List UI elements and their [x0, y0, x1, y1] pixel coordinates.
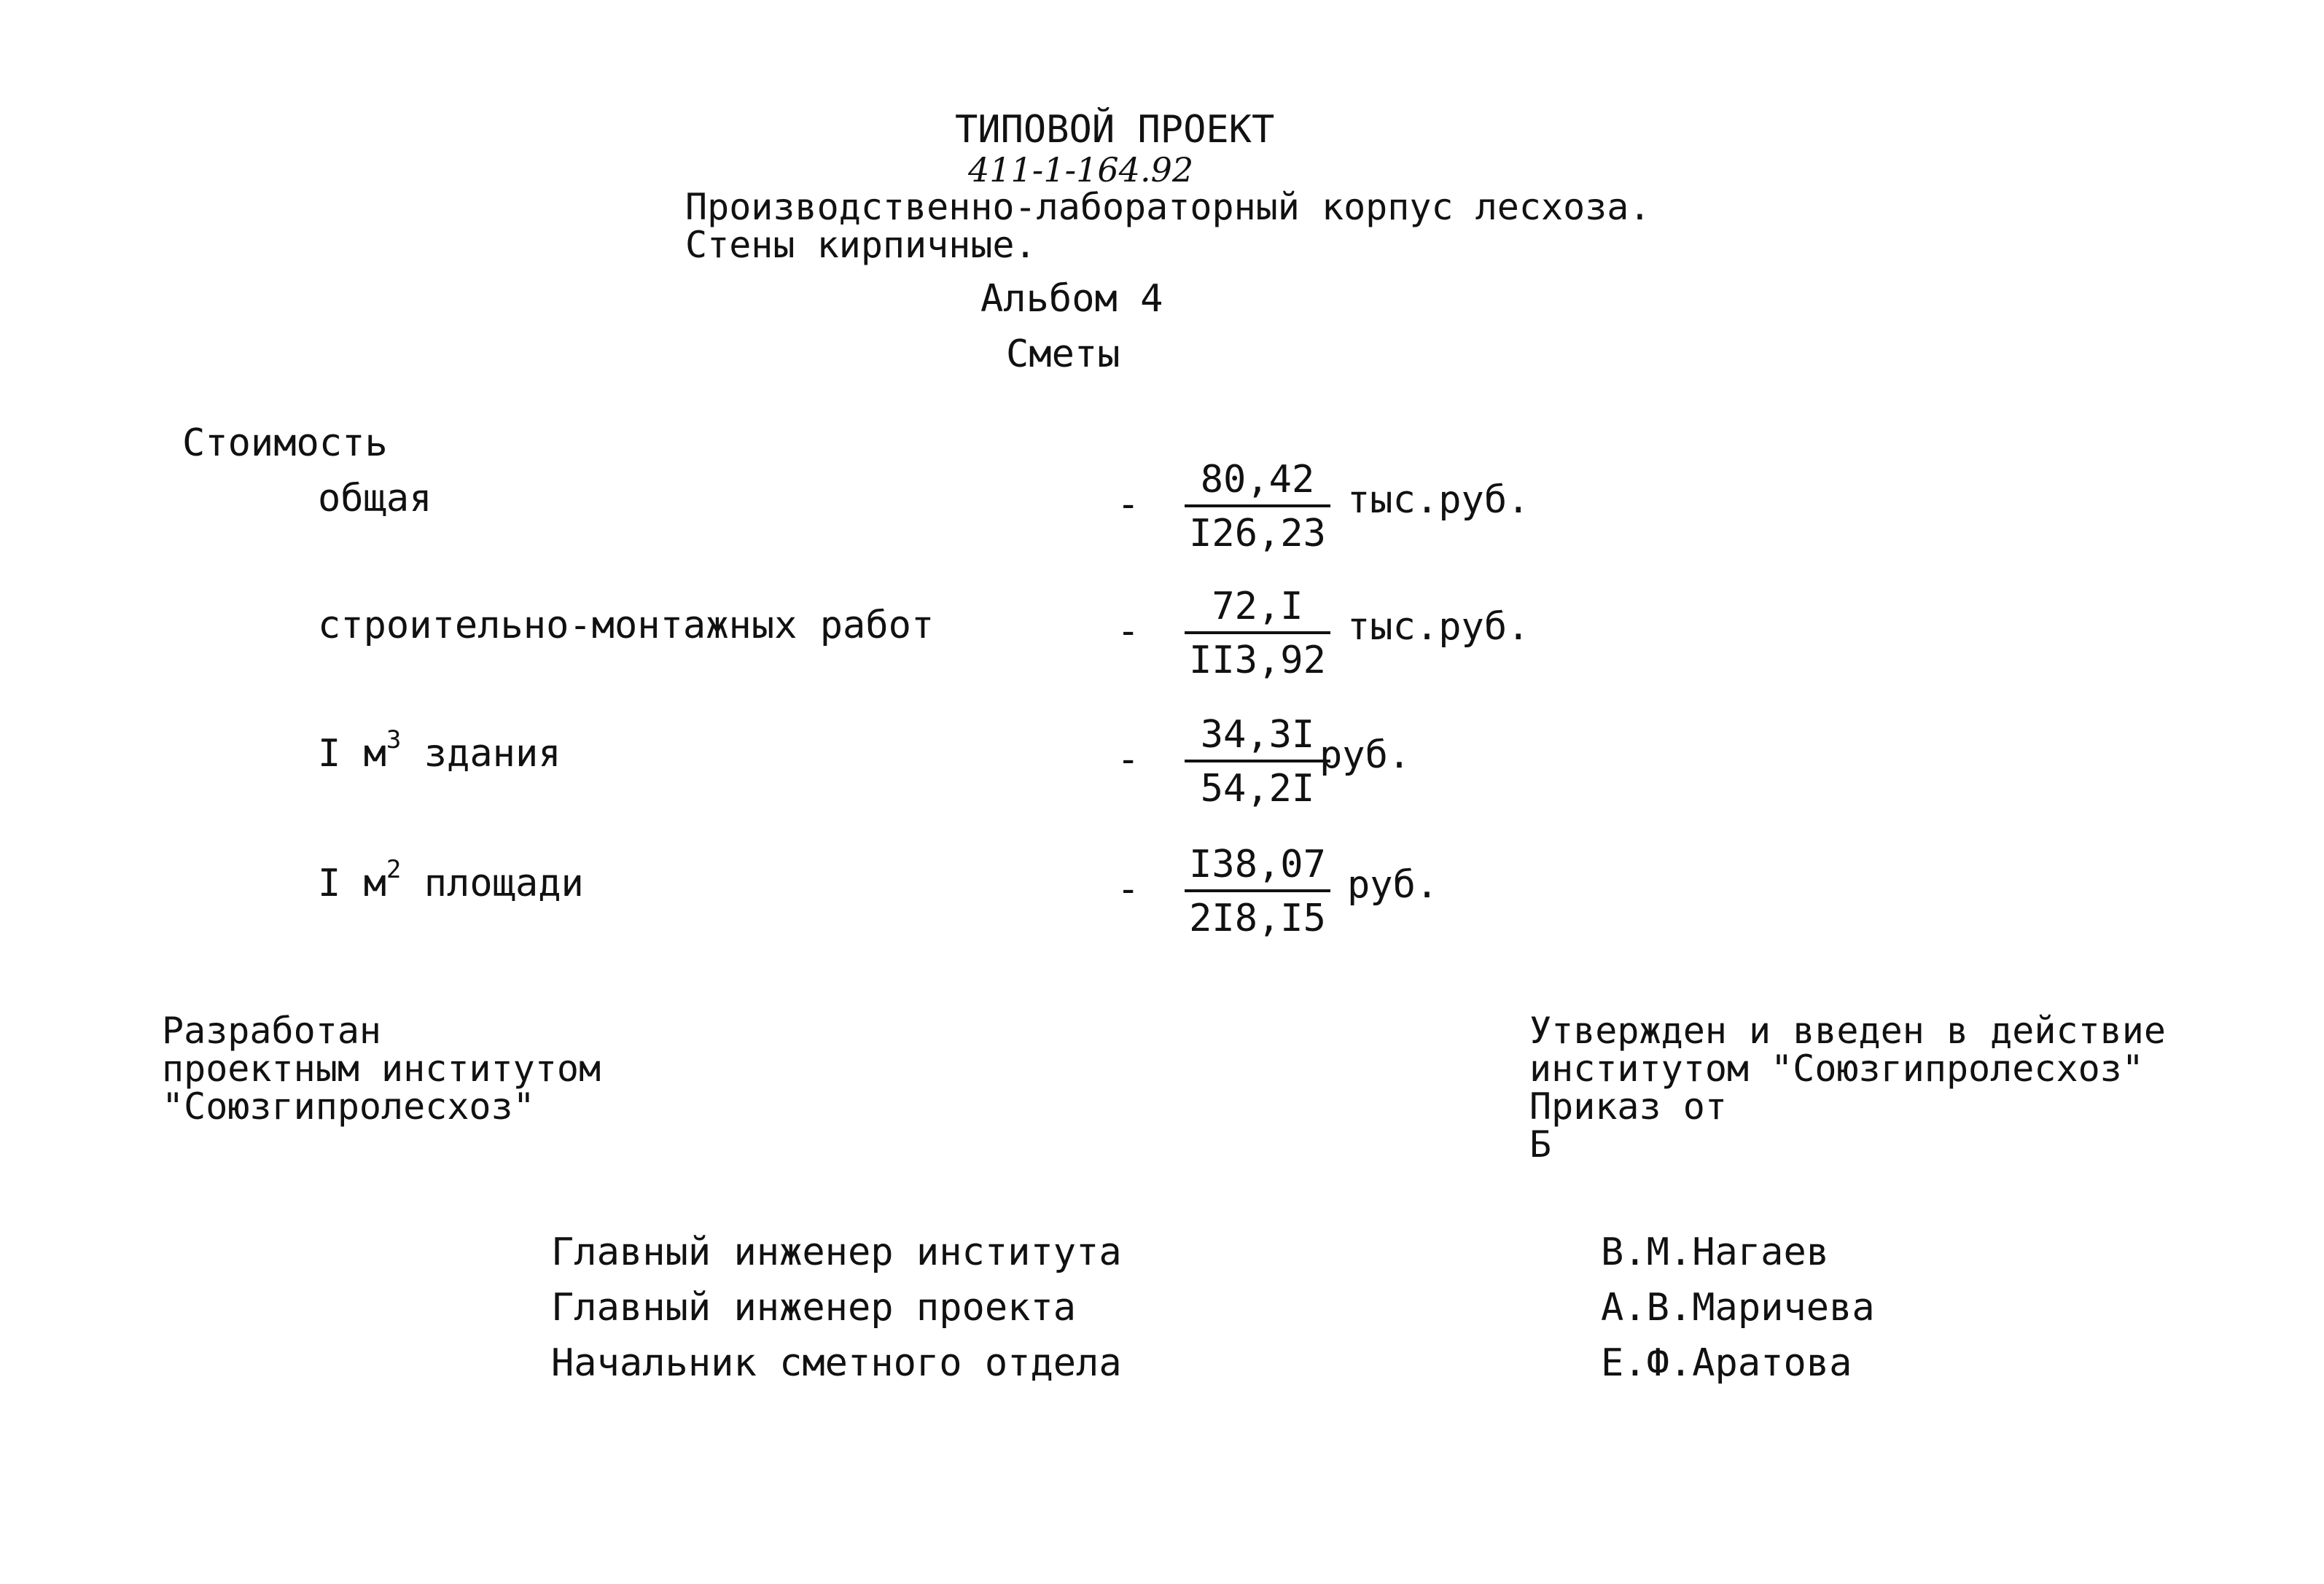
label-superscript: 3 — [386, 725, 402, 754]
label-suffix: площади — [424, 862, 584, 905]
cost-heading: Стоимость — [182, 421, 388, 465]
document-title: ТИПОВОЙ ПРОЕКТ — [955, 108, 1275, 152]
label-prefix: I м — [318, 732, 386, 776]
project-description — [685, 188, 1651, 264]
signature-position: Главный инженер проекта — [551, 1286, 1077, 1330]
developed-by-block — [162, 1010, 601, 1128]
cost-row-fraction — [1185, 585, 1330, 682]
cost-row-unit: руб. — [1347, 863, 1439, 907]
label-suffix: здания — [424, 732, 561, 776]
cost-row-fraction — [1185, 713, 1330, 811]
label-prefix: I м — [318, 862, 386, 905]
description-line-1: Производственно-лабораторный корпус лесхоза. — [685, 186, 1651, 228]
fraction-denominator: 54,2I — [1200, 767, 1315, 811]
cost-row-dash: - — [1117, 483, 1140, 526]
fraction-numerator: I38,07 — [1185, 846, 1330, 892]
fraction-denominator: I26,23 — [1189, 512, 1326, 555]
album-label: Альбом 4 — [980, 277, 1163, 321]
cost-row-fraction — [1185, 458, 1330, 555]
signature-position: Главный инженер института — [551, 1230, 1122, 1274]
project-number: 411-1-164.92 — [968, 150, 1194, 190]
cost-row-unit: тыс.руб. — [1347, 605, 1530, 649]
cost-row-dash: - — [1117, 738, 1140, 781]
cost-row-label — [318, 725, 561, 776]
signature-name: В.М.Нагаев — [1601, 1230, 1830, 1274]
cost-row-dash: - — [1117, 609, 1140, 653]
cost-row-fraction — [1185, 843, 1330, 940]
developed-line-1: Разработан — [162, 1010, 382, 1052]
signature-name: Е.Ф.Аратова — [1601, 1341, 1852, 1385]
cost-row-label: общая — [318, 477, 432, 520]
section-label: Сметы — [1006, 332, 1120, 376]
fraction-numerator: 34,3I — [1185, 716, 1330, 762]
approved-line-4: Б — [1529, 1123, 1552, 1166]
fraction-denominator: 2I8,I5 — [1189, 897, 1326, 940]
signature-name: А.В.Маричева — [1601, 1286, 1875, 1330]
fraction-numerator: 72,I — [1185, 588, 1330, 634]
description-line-2: Стены кирпичные. — [685, 224, 1037, 266]
cost-row-label — [318, 855, 584, 905]
cost-row-dash: - — [1117, 867, 1140, 911]
developed-line-2: проектным институтом — [162, 1047, 601, 1090]
approved-block — [1529, 1010, 2166, 1166]
cost-row-unit: руб. — [1319, 733, 1411, 777]
approved-line-3: Приказ от — [1529, 1085, 1727, 1128]
signature-position: Начальник сметного отдела — [551, 1341, 1122, 1385]
approved-line-1: Утвержден и введен в действие — [1529, 1010, 2166, 1052]
cost-row-unit: тыс.руб. — [1347, 478, 1530, 522]
developed-line-3: "Союзгипролесхоз" — [162, 1085, 535, 1128]
fraction-denominator: II3,92 — [1189, 639, 1326, 682]
fraction-numerator: 80,42 — [1185, 461, 1330, 507]
approved-line-2: институтом "Союзгипролесхоз" — [1529, 1047, 2144, 1090]
label-superscript: 2 — [386, 855, 402, 884]
cost-row-label: строительно-монтажных работ — [318, 604, 935, 647]
